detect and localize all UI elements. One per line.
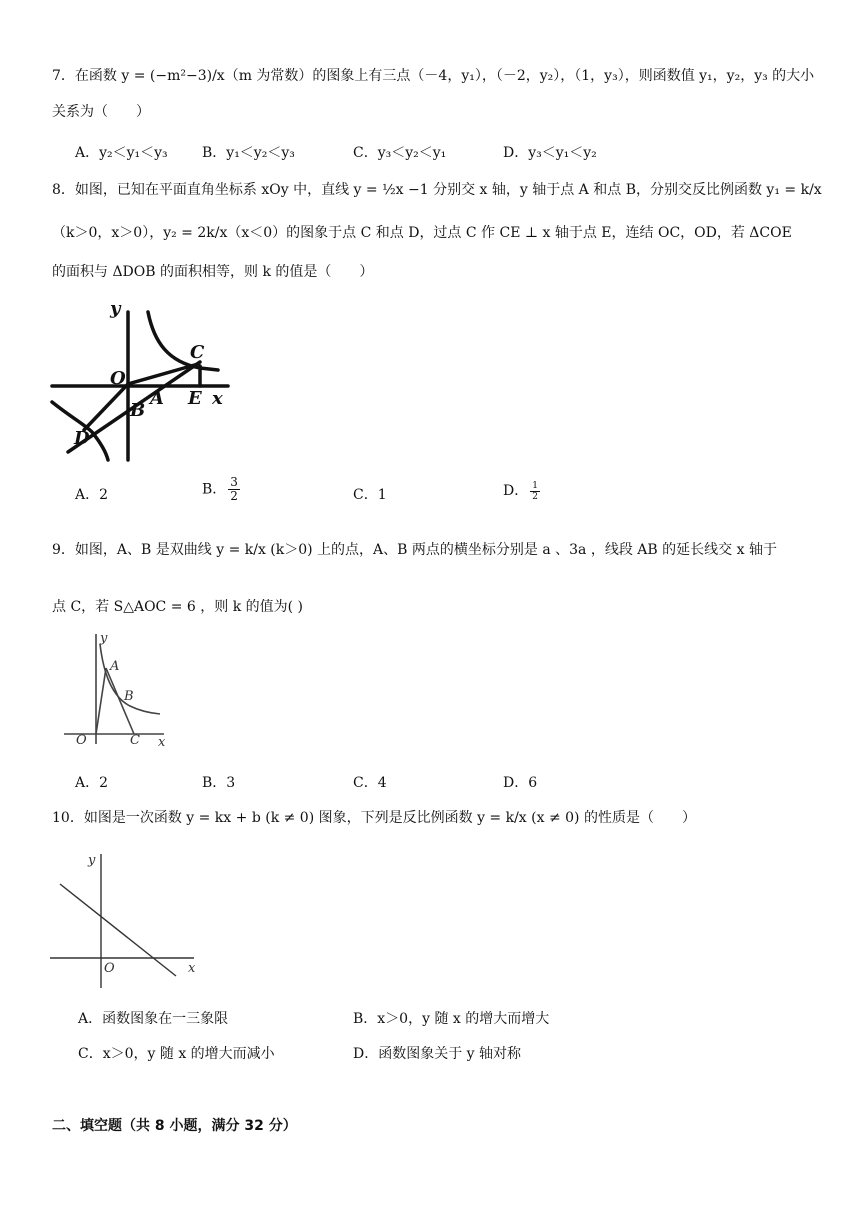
q8-stem-line2: （k＞0，x＞0），y₂ = 2k/x（x＜0）的图象于点 C 和点 D，过点 C 作 CE ⊥ x 轴于点 E，连结 OC，OD，若 ΔCOE (52, 225, 792, 241)
q9-figure (60, 628, 175, 748)
q8-label-d: D (74, 428, 90, 449)
q8-option-c[interactable]: C．1 (353, 487, 387, 503)
q9-option-a[interactable]: A．2 (75, 775, 109, 791)
q10-option-c[interactable]: C．x＞0，y 随 x 的增大而减小 (78, 1046, 275, 1062)
q8-stem-line1: 8．如图，已知在平面直角坐标系 xOy 中，直线 y = ½x −1 分别交 x 轴，y 轴于点 A 和点 B，分别交反比例函数 y₁ = k/x (52, 182, 822, 198)
q9-label-x: x (158, 735, 166, 748)
q8-label-a: A (150, 388, 164, 409)
q8-label-y: y (110, 298, 121, 319)
q8-line-oc (128, 364, 198, 384)
q8-option-d[interactable] (503, 480, 542, 502)
q9-label-a: A (110, 659, 120, 674)
q8-option-d-label: D． (503, 483, 529, 499)
q8-option-b-label: B． (202, 481, 227, 498)
q9-label-b: B (124, 689, 134, 704)
q8-option-a[interactable]: A．2 (75, 487, 109, 503)
q8-stem-line3: 的面积与 ΔDOB 的面积相等，则 k 的值是（ ） (52, 264, 374, 280)
q9-label-o: O (76, 733, 87, 748)
q10-stem-line1: 10．如图是一次函数 y = kx + b (k ≠ 0) 图象，下列是反比例函数 y = k/x (x ≠ 0) 的性质是（ ） (52, 810, 696, 826)
q7-stem-line2: 关系为（ ） (52, 104, 150, 120)
q7-option-a[interactable]: A．y₂＜y₁＜y₃ (75, 145, 168, 161)
q9-option-b[interactable]: B．3 (202, 775, 236, 791)
q10-option-a[interactable]: A．函数图象在一三象限 (78, 1011, 229, 1027)
q9-label-c: C (130, 733, 140, 748)
q9-option-c[interactable]: C．4 (353, 775, 387, 791)
q7-stem-line1: 7．在函数 y = (−m²−3)/x（m 为常数）的图象上有三点（－4，y₁），（－2，y₂），（1，y₃），则函数值 y₁，y₂，y₃ 的大小 (52, 68, 815, 84)
q9-line-oa (96, 668, 106, 734)
q8-label-x: x (212, 388, 223, 409)
q9-stem-line2: 点 C，若 S△AOC = 6 ，则 k 的值为( ) (52, 599, 304, 615)
q8-option-b-fraction: $\frac{3}{2}$ (230, 475, 238, 503)
q10-label-y: y (88, 853, 96, 868)
q7-option-b[interactable]: B．y₁＜y₂＜y₃ (202, 145, 295, 161)
section-2-heading: 二、填空题（共 8 小题，满分 32 分） (52, 1118, 297, 1134)
q7-option-c[interactable]: C．y₃＜y₂＜y₁ (353, 145, 447, 161)
q9-label-y: y (100, 631, 108, 646)
q9-option-d[interactable]: D．6 (503, 775, 538, 791)
q10-option-d[interactable]: D．函数图象关于 y 轴对称 (353, 1046, 522, 1062)
q8-label-e: E (188, 388, 202, 409)
q8-label-b: B (130, 400, 146, 421)
q8-figure (50, 292, 240, 464)
q8-option-b[interactable] (202, 476, 242, 503)
q8-curve-y1 (148, 312, 218, 370)
q10-label-x: x (188, 961, 196, 976)
q8-label-c: C (190, 342, 205, 363)
q10-linear-graph (60, 884, 176, 976)
q10-option-b[interactable]: B．x＞0，y 随 x 的增大而增大 (353, 1011, 550, 1027)
q10-figure (48, 846, 208, 992)
q9-stem-line1: 9．如图，A、B 是双曲线 y = k/x (k＞0) 上的点，A、B 两点的横坐标分别是 a 、3a ，线段 AB 的延长线交 x 轴于 (52, 542, 777, 558)
q8-label-o: O (110, 368, 126, 389)
q7-option-d[interactable]: D．y₃＜y₁＜y₂ (503, 145, 597, 161)
q10-label-o: O (104, 961, 115, 976)
q8-line-od (84, 384, 128, 430)
q8-option-d-fraction: $\frac{1}{2}$ (532, 480, 538, 502)
